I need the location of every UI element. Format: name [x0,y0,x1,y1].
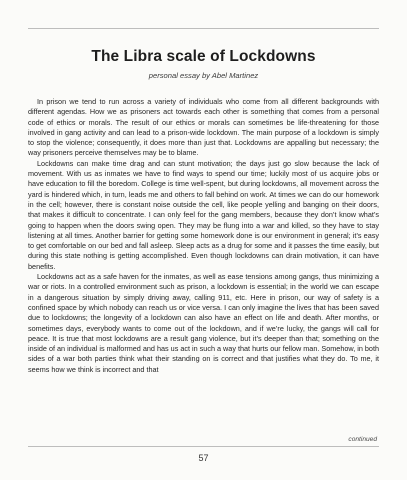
paragraph: Lockdowns act as a safe haven for the inmates, as well as ease tensions among gangs, thus minimizing a war or riots. In a controlled environment such as prison, a lockdown is essential; in the world we can escape in a dangerous situation by simply driving away, calling 911, etc. Here in prison, our way of safety is a confined space by which nobody can reach us or vice versa. I can only imagine the lives that has been saved due to lockdowns; the longevity of a lockdown can also have an effect on life and death. After months, or sometimes days, everybody wants to come out of the lockdown, and if we’re lucky, the gangs will call for peace. It is true that most lockdowns are a result gang violence, but it’s deeper than that; something on the inside of an individual is malformed and has us act in such a way that hurts our fellow man. Somehow, in both sides of a war both parties think what their standing on is correct and that justifies what they do. To me, it seems how we think is incorrect and that [28,272,380,374]
essay-body [28,97,379,375]
continued-label: continued [348,436,377,443]
bottom-rule [28,446,379,447]
essay-title: The Libra scale of Lockdowns [91,48,316,65]
paragraph: Lockdowns can make time drag and can stunt motivation; the days just go slow because the lack of movement. With us as inmates we have to find ways to spend our time; luckily most of us acquire jobs or have education to fill the boredom. College is time well-spent, but during lockdowns, all movement across the yard is hindered which, in turn, leads me and others to fall behind on work. At times we can do our homework in the cell; however, there is constant noise outside the cell, like people yelling and banging on their doors, that makes it difficult to concentrate. I can only feel for the gang members, because they don’t know what’s going to happen when the doors swing open. They may be flung into a war and killed, so they have to stay listening at all times. Another barrier for getting some homework done is our environment in general; it’s easy to get comfortable on our bed and fall asleep. Sleep acts as a drug for some and it passes the time easily, but during this state nothing is getting accomplished. Even though lockdowns can drain motivation, it can have benefits. [28,158,379,271]
top-rule [28,28,379,29]
essay-byline: personal essay by Abel Martinez [148,71,259,80]
paragraph: In prison we tend to run across a variety of individuals who come from all different backgrounds with different agendas. How we as prisoners act towards each other is something that comes from a personal code of ethics or morals. The result of our ethics or morals can sometimes be life-threatening for those involved in gang activity and can lead to a prison-wide lockdown. The main purpose of a lockdown is simply to stop the violence; consequently, it does more than just that. Lockdowns are appalling but necessary; the way prisoners perceive themselves may be to blame. [28,97,379,158]
page-number: 57 [198,453,209,463]
